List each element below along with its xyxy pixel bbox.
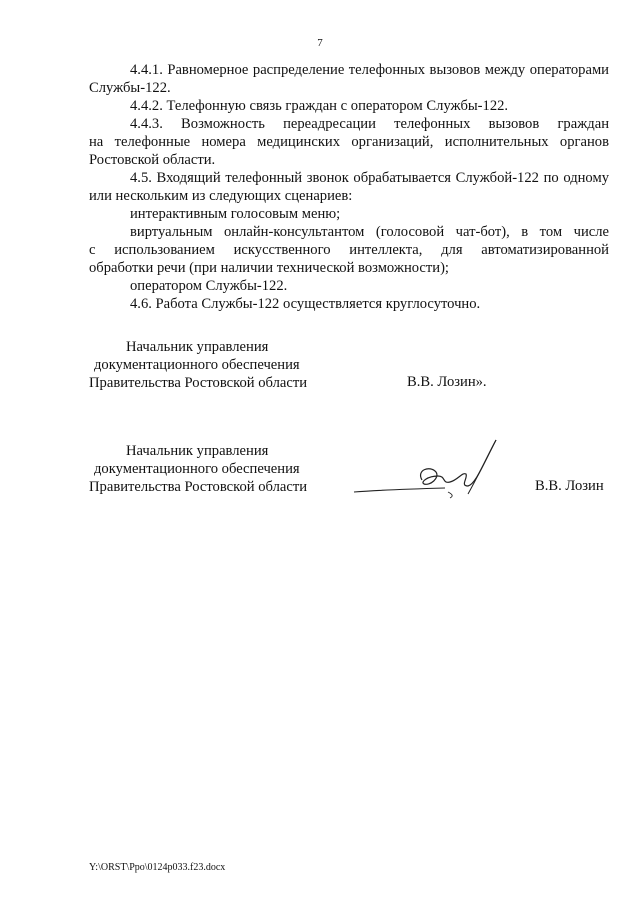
final-signature-name: В.В. Лозин: [535, 478, 604, 494]
paragraph-4-4-1: 4.4.1. Равномерное распределение телефонных вызовов между операторами Службы-122.: [89, 62, 609, 96]
scenario-operator: оператором Службы-122.: [130, 278, 288, 294]
quoted-signature-title-line2: документационного обеспечения: [94, 357, 300, 373]
file-path-footer: Y:\ORST\Ppo\0124p033.f23.docx: [89, 862, 226, 873]
paragraph-4-4-3-line3: Ростовской области.: [89, 152, 216, 168]
scenario-chatbot-line2: с использованием искусственного интеллекта, для автоматизированной: [89, 242, 609, 258]
document-body: [89, 61, 609, 313]
quoted-signature-name: В.В. Лозин».: [407, 374, 487, 390]
scenario-chatbot-line1: виртуальным онлайн-консультантом (голосовой чат-бот), в том числе: [130, 224, 609, 240]
quoted-signature-title-line1: Начальник управления: [126, 339, 269, 355]
quoted-signature-title-line3: Правительства Ростовской области: [89, 375, 308, 391]
final-signature-title-line3: Правительства Ростовской области: [89, 479, 308, 495]
paragraph-4-4-2: 4.4.2. Телефонную связь граждан с оператором Службы-122.: [130, 98, 509, 114]
final-signature-block: [89, 442, 609, 496]
scenario-chatbot-line3: обработки речи (при наличии технической возможности);: [89, 260, 449, 276]
paragraph-4-5-line1: 4.5. Входящий телефонный звонок обрабатывается Службой-122 по одному: [130, 170, 609, 186]
paragraph-4-5-line2: или нескольким из следующих сценариев:: [89, 188, 353, 204]
final-signature-title-line1: Начальник управления: [126, 443, 269, 459]
paragraph-4-4-3-line1: 4.4.3. Возможность переадресации телефонных вызовов граждан: [130, 116, 609, 132]
paragraph-4-6: 4.6. Работа Службы-122 осуществляется круглосуточно.: [130, 296, 481, 312]
paragraph-4-4-3-line2: на телефонные номера медицинских организаций, исполнительных органов: [89, 134, 609, 150]
page-number: 7: [317, 37, 323, 49]
handwritten-signature: [350, 432, 510, 507]
quoted-signature-block: [89, 338, 609, 392]
scenario-voice-menu: интерактивным голосовым меню;: [130, 206, 341, 222]
final-signature-title-line2: документационного обеспечения: [94, 461, 300, 477]
